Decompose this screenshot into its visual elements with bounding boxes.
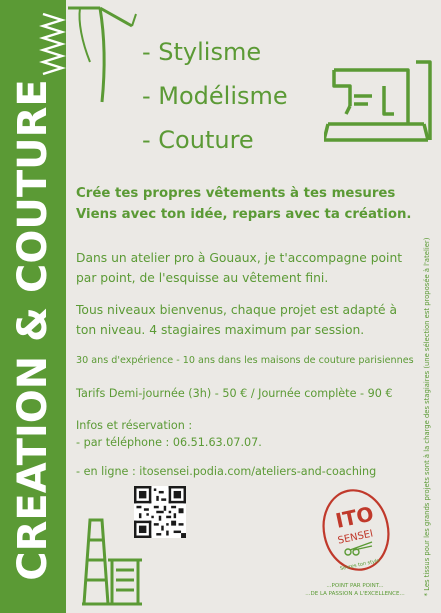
- ito-sensei-logo: [318, 486, 394, 580]
- paragraph-atelier: Dans un atelier pro à Gouaux, je t'accompagne point par point, de l'esquisse au vêtement fini.: [76, 251, 403, 285]
- service-item-couture: - Couture: [142, 126, 254, 154]
- headline: [76, 183, 421, 225]
- contact-title: Infos et réservation :: [76, 419, 193, 432]
- logo-caption-line-2: ...DE LA PASSION A L'EXCELLENCE...: [305, 591, 405, 597]
- contact-phone[interactable]: - par téléphone : 06.51.63.07.07.: [76, 436, 262, 449]
- needle-thread-icon: [60, 2, 140, 112]
- paragraph-niveaux: Tous niveaux bienvenus, chaque projet est adapté à ton niveau. 4 stagiaires maximum par session.: [76, 303, 398, 337]
- logo-line-1: ITO: [333, 501, 376, 533]
- sewing-machine-icon: [324, 56, 434, 156]
- service-item-stylisme: - Stylisme: [142, 38, 262, 66]
- service-list: [142, 30, 288, 162]
- vertical-title: CREATION & COUTURE: [10, 79, 56, 581]
- service-item-modelisme: - Modélisme: [142, 82, 288, 110]
- sidebar-band: [0, 0, 66, 613]
- logo-caption: [300, 582, 410, 598]
- experience-text: 30 ans d'expérience - 10 ans dans les maisons de couture parisiennes: [76, 355, 414, 366]
- headline-line-1: Crée tes propres vêtements à tes mesures: [76, 186, 396, 201]
- logo-tagline: Sèvres ton style: [339, 557, 381, 573]
- qr-code-icon[interactable]: [134, 486, 186, 538]
- contact-online[interactable]: - en ligne : itosensei.podia.com/ateliers-and-coaching: [76, 465, 377, 478]
- side-note: * Les tissus pour les grands projets sont à la charge des stagiaires (une sélection est proposée à l'atelier): [423, 237, 431, 597]
- logo-caption-line-1: ...POINT PAR POINT...: [326, 583, 384, 589]
- logo-line-2: SENSEI: [336, 528, 375, 547]
- pricing-text: Tarifs Demi-journée (3h) - 50 € / Journée complète - 90 €: [76, 387, 393, 400]
- headline-line-2: Viens avec ton idée, repars avec ta création.: [76, 207, 412, 222]
